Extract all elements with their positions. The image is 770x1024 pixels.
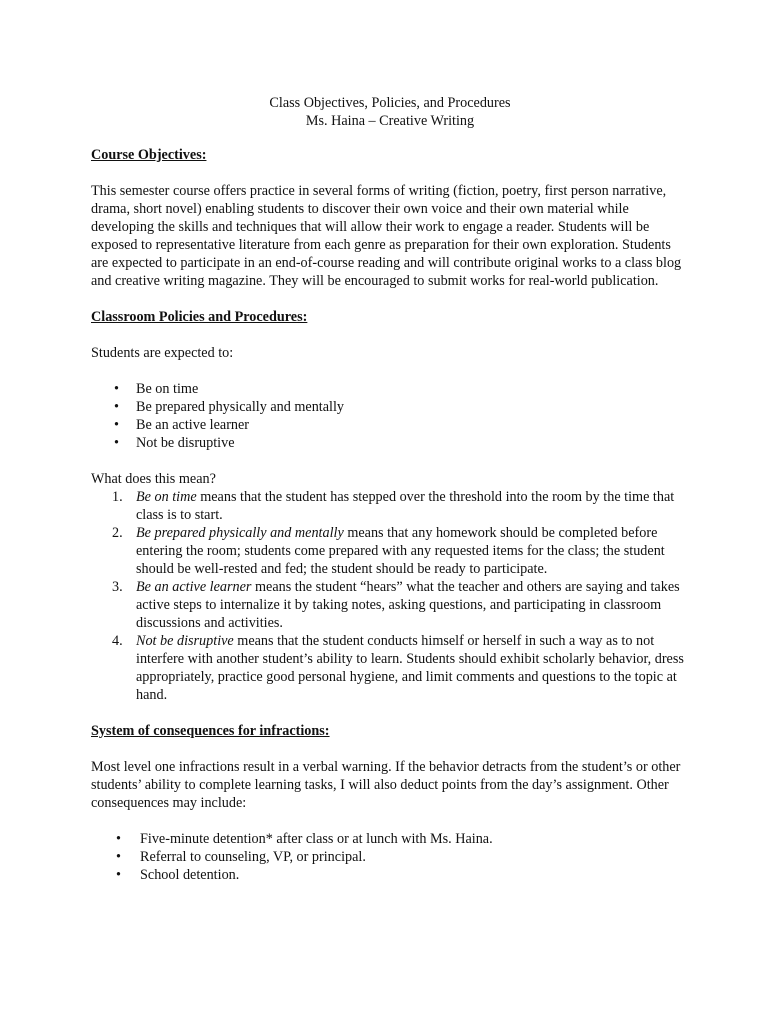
consequences-heading: System of consequences for infractions:	[91, 723, 330, 739]
term-explanation: means that the student has stepped over the threshold into the room by the time that class is to start.	[136, 489, 675, 523]
list-item: • Referral to counseling, VP, or principal.	[116, 849, 366, 865]
consequences-paragraph: Most level one infractions result in a verbal warning. If the behavior detracts from the student’s or other students’ ability to complete learning tasks, I will also deduct points from the day’s assignment. Other consequences may include:	[91, 759, 681, 811]
bullet-icon: •	[116, 831, 121, 847]
document-title	[91, 94, 689, 130]
item-number: 3.	[112, 579, 123, 595]
meaning-list	[91, 488, 689, 704]
bullet-icon: •	[114, 399, 119, 415]
term-explanation: means that the student conducts himself or herself in such a way as to not interfere with another student’s ability to learn. Students should exhibit scholarly behavior, dress appropriately, practice good personal hygiene, and limit comments and questions to the topic at hand.	[136, 633, 684, 703]
bullet-icon: •	[116, 849, 121, 865]
title-line-2: Ms. Haina – Creative Writing	[305, 113, 475, 129]
list-item	[91, 632, 689, 704]
item-number: 1.	[112, 489, 123, 505]
list-item	[91, 578, 689, 632]
course-objectives-heading: Course Objectives:	[91, 147, 207, 163]
document-page	[91, 94, 689, 884]
meaning-question: What does this mean?	[91, 471, 216, 487]
title-line-1: Class Objectives, Policies, and Procedures	[269, 95, 511, 111]
bullet-icon: •	[116, 867, 121, 883]
list-item	[91, 488, 689, 524]
policies-heading: Classroom Policies and Procedures:	[91, 309, 308, 325]
list-item: • Be prepared physically and mentally	[114, 399, 345, 415]
term-italic: Be on time	[136, 489, 197, 505]
item-number: 4.	[112, 633, 123, 649]
list-item: • Be on time	[114, 381, 199, 397]
course-objectives-paragraph: This semester course offers practice in several forms of writing (fiction, poetry, first person narrative, drama, short novel) enabling students to discover their own voice and their own material while developing the skills and techniques that will allow their work to engage a reader. Students will be exposed to representative literature from each genre as preparation for their own exploration. Students are expected to participate in an end-of-course reading and will contribute original works to a class blog and creative writing magazine. They will be encouraged to submit works for real-world publication.	[91, 183, 682, 289]
list-item	[91, 524, 689, 578]
list-item: • School detention.	[116, 867, 240, 883]
term-explanation: means the student “hears” what the teacher and others are saying and takes active steps to internalize it by taking notes, asking questions, and participating in classroom discussions and activities.	[136, 579, 680, 631]
list-item: • Be an active learner	[114, 417, 250, 433]
policies-intro: Students are expected to:	[91, 345, 234, 361]
term-explanation: means that any homework should be completed before entering the room; students come prepared with any requested items for the class; the student should be well-rested and fed; the student should be ready to participate.	[136, 525, 665, 577]
item-number: 2.	[112, 525, 123, 541]
expectations-list	[91, 380, 689, 452]
term-italic: Be prepared physically and mentally	[136, 525, 344, 541]
list-item: • Not be disruptive	[114, 435, 235, 451]
term-italic: Not be disruptive	[136, 633, 234, 649]
term-italic: Be an active learner	[136, 579, 252, 595]
bullet-icon: •	[114, 417, 119, 433]
list-item: • Five-minute detention* after class or at lunch with Ms. Haina.	[116, 831, 493, 847]
bullet-icon: •	[114, 381, 119, 397]
bullet-icon: •	[114, 435, 119, 451]
consequences-list	[91, 830, 689, 884]
